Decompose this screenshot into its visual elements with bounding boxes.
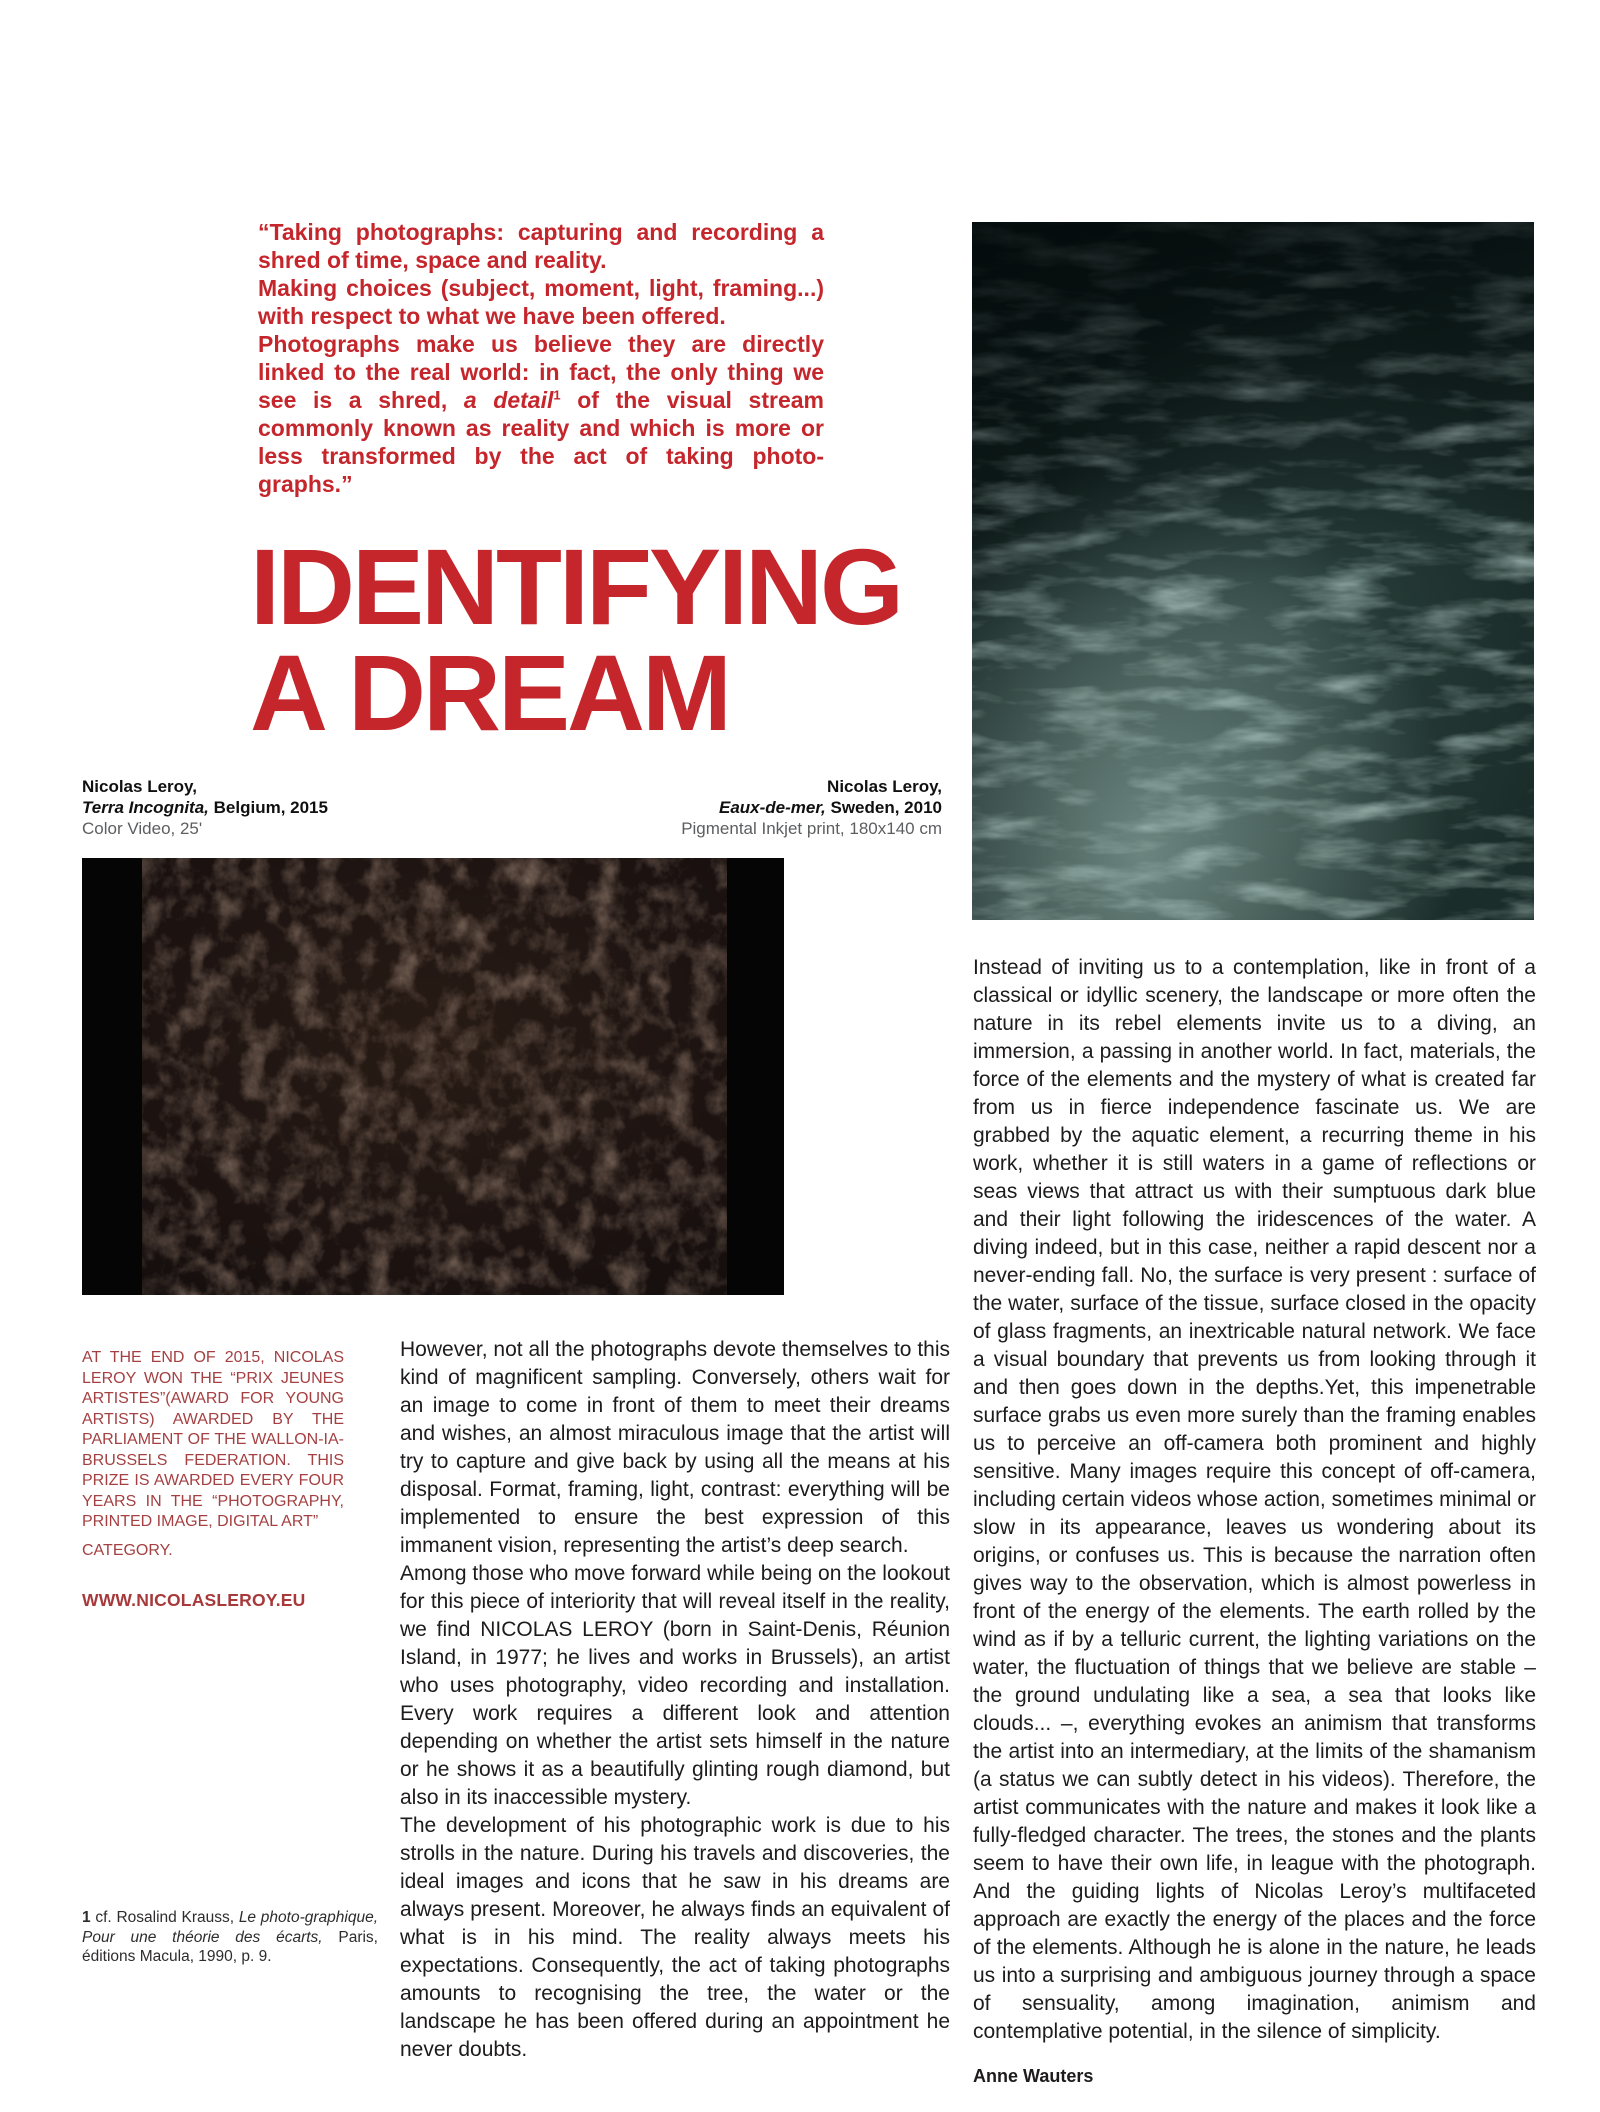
terra-incognita-video-still (82, 858, 784, 1295)
page-title (250, 526, 902, 753)
footnote-number: 1 (82, 1909, 91, 1926)
caption-artist: Nicolas Leroy, (827, 777, 942, 796)
caption-work (522, 797, 942, 818)
quote-italic-detail: a detail (463, 387, 554, 413)
award-note (82, 1348, 344, 1561)
caption-work-title: Terra Incognita, (82, 798, 209, 817)
eaux-de-mer-photo (972, 222, 1534, 920)
caption-work (82, 797, 502, 818)
footnote-book-title: Le photo-graphique, Pour une théorie des écarts, (82, 1909, 378, 1946)
quote-text: Photographs make us believe they are directly linked to the real world: in fact, the only thing we see is a shred, (258, 331, 824, 413)
caption-artist: Nicolas Leroy, (82, 777, 197, 796)
title-line-1: IDENTIFYING (250, 526, 902, 647)
quote-text-end: of the visual stream commonly known as reality and which is more or less transformed by the act of taking photo-graphs.” (258, 387, 824, 497)
quote-sentence-1: “Taking photographs: capturing and recording a shred of time, space and reality. (258, 219, 824, 273)
article-column-middle (400, 1336, 950, 2064)
award-category: CATEGORY. (82, 1541, 173, 1559)
footnote-text: cf. Rosalind Krauss, (90, 1909, 239, 1926)
paragraph: The development of his photographic work is due to his strolls in the nature. During his travels and discoveries, the ideal images and icons that he saw in his dreams are always present. Moreover, he always finds an equivalent of what is in his mind. The reality always meets his expectations. Consequently, the act of taking photographs amounts to recognising the tree, the water or the landscape he has been offered during an appointment he never doubts. (400, 1814, 950, 2061)
title-line-2: A DREAM (250, 632, 729, 753)
footnote-reference-1: 1 (553, 387, 561, 403)
caption-details: Pigmental Inkjet print, 180x140 cm (681, 819, 942, 838)
video-frame (142, 858, 727, 1295)
quote-sentence-3 (258, 330, 824, 498)
author-byline: Anne Wauters (973, 2066, 1094, 2086)
pull-quote (258, 218, 824, 498)
footnote-text-end: Paris, éditions Macula, 1990, p. 9. (82, 1928, 378, 1965)
caption-details: Color Video, 25' (82, 819, 203, 838)
quote-sentence-2: Making choices (subject, moment, light, framing...) with respect to what we have been offered. (258, 275, 824, 329)
caption-terra-incognita (82, 776, 502, 839)
footnote-1 (82, 1908, 378, 1967)
paragraph: Instead of inviting us to a contemplation, like in front of a classical or idyllic scenery, the landscape or more often the nature in its rebel elements invite us to a diving, an immersion, a passing in another world. In fact, materials, the force of the elements and the mystery of what is created far from us in fierce independence fascinate us. We are grabbed by the aquatic element, a recurring theme in his work, whether it is still waters in a game of reflections or seas views that attract us with their sumptuous dark blue and their light following the iridescences of the water. A diving indeed, but in this case, neither a rapid descent nor a never-ending fall. No, the surface is very present : surface of the water, surface of the tissue, surface closed in the opacity of glass fragments, an inextricable natural network. We face a visual boundary that prevents us from looking through it and then goes down in the depths.Yet, this impenetrable surface grabs us even more surely than the framing enables us to perceive an off-camera both prominent and highly sensitive. Many images require this concept of off-camera, including certain videos whose action, sometimes minimal or slow in its appearance, leaves us wondering about its origins, or confuses us. This is because the narration often gives way to the observation, which is almost powerless in front of the energy of the elements. The earth rolled by the wind as if by a telluric current, the lighting variations on the water, the fluctuation of things that we believe are stable – the ground undulating like a sea, a sea that looks like clouds... –, everything evokes an animism that transforms the artist into an intermediary, at the limits of the shamanism (a status we can subtly detect in his videos). Therefore, the artist communicates with the nature and makes it look like a fully-fledged character. The trees, the stones and the plants seem to have their own life, in league with the photograph. And the guiding lights of Nicolas Leroy’s multifaceted approach are exactly the energy of the places and the force of the elements. Although he is alone in the nature, he leads us into a surprising and ambiguous journey through a space of sensuality, among imagination, animism and contemplative potential, in the silence of simplicity. (973, 956, 1536, 2043)
paragraph: Among those who move forward while being on the lookout for this piece of interiority that will reveal itself in the reality, we find NICOLAS LEROY (born in Saint-Denis, Réunion Island, in 1977; he lives and works in Brussels), an artist who uses photography, video recording and installation. Every work requires a different look and attention depending on whether the artist sets himself in the nature or he shows it as a beautifully glinting rough diamond, but also in its inaccessible mystery. (400, 1562, 950, 1809)
caption-work-rest: Sweden, 2010 (825, 798, 942, 817)
award-text: AT THE END OF 2015, NICOLAS LEROY WON THE “PRIX JEUNES ARTISTES”(AWARD FOR YOUNG ARTISTS) AWARDED BY THE PARLIAMENT OF THE WALLON-IA-BRUSSELS FEDERATION. THIS PRIZE IS AWARDED EVERY FOUR YEARS IN THE “PHOTOGRAPHY, PRINTED IMAGE, DIGITAL ART” (82, 1349, 344, 1530)
article-column-right (973, 954, 1536, 2090)
artist-website-link[interactable]: WWW.NICOLASLEROY.EU (82, 1590, 306, 1610)
paragraph: However, not all the photographs devote themselves to this kind of magnificent sampling. Conversely, others wait for an image to come in front of them to meet their dreams and wishes, an almost miraculous image that the artist will try to capture and give back by using all the means at his disposal. Format, framing, light, contrast: everything will be implemented to ensure the best expression of this immanent vision, representing the artist’s deep search. (400, 1338, 950, 1557)
caption-work-rest: Belgium, 2015 (208, 798, 328, 817)
caption-work-title: Eaux-de-mer, (719, 798, 826, 817)
caption-eaux-de-mer (522, 776, 942, 839)
